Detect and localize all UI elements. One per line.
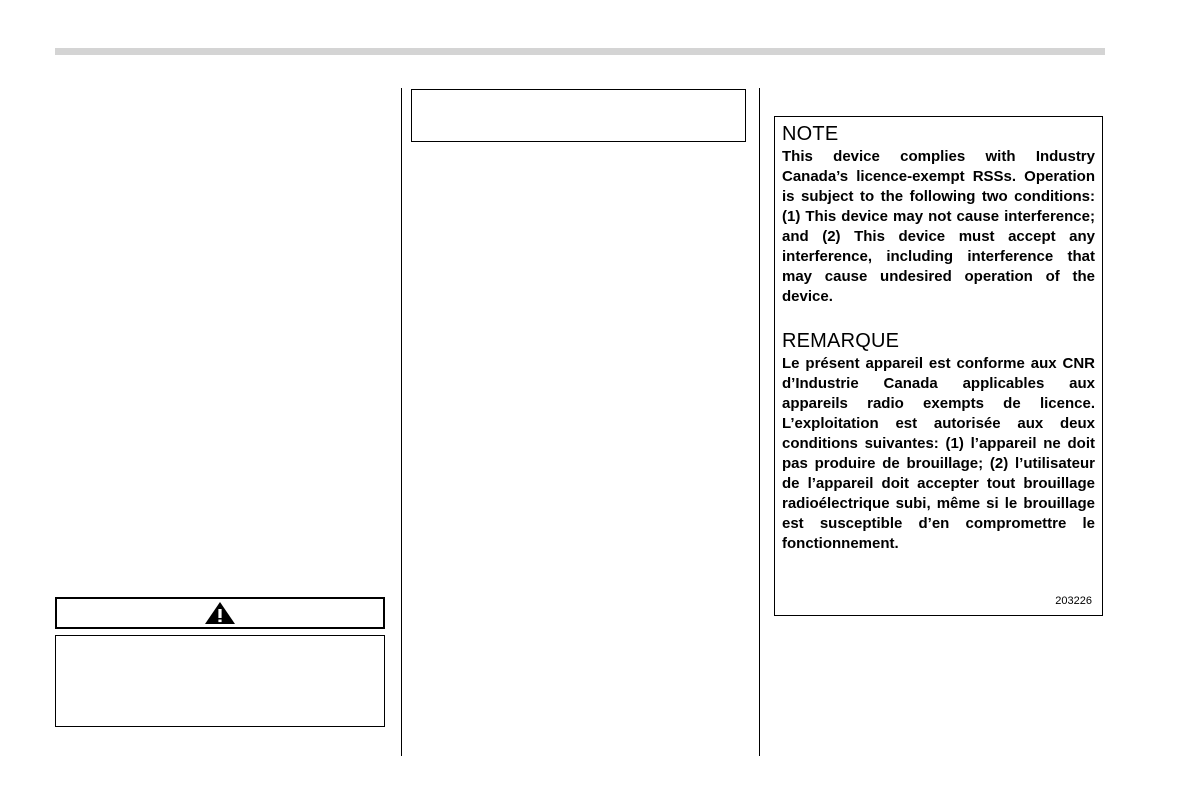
warning-header — [55, 597, 385, 629]
note-text: This device complies with Industry Canada’s licence-exempt RSSs. Operation is subject to the following two conditions: (1) This device may not cause interference; and (2) This device must accept any interference, including interference that may cause undesired operation of the device. — [782, 148, 1095, 305]
blank-notice-box — [411, 89, 746, 142]
image-code: 203226 — [1055, 595, 1092, 607]
regulatory-notice-box — [774, 116, 1103, 616]
column-divider-left — [401, 88, 402, 756]
remarque-text: Le présent appareil est conforme aux CNR d’Industrie Canada applicables aux appareils radio exempts de licence. L’exploitation est autorisée aux deux conditions suivantes: (1) l’appareil ne doit pas produire de brouillage; (2) l’utilisateur de l’appareil doit accepter tout brouillage radioélectrique subi, même si le brouillage est susceptible d’en compromettre le fonctionnement. — [782, 355, 1095, 552]
column-divider-right — [759, 88, 760, 756]
header-rule — [55, 48, 1105, 55]
note-heading: NOTE — [782, 123, 839, 145]
warning-triangle-icon — [204, 601, 236, 625]
remarque-heading: REMARQUE — [782, 330, 900, 352]
warning-body — [55, 635, 385, 727]
